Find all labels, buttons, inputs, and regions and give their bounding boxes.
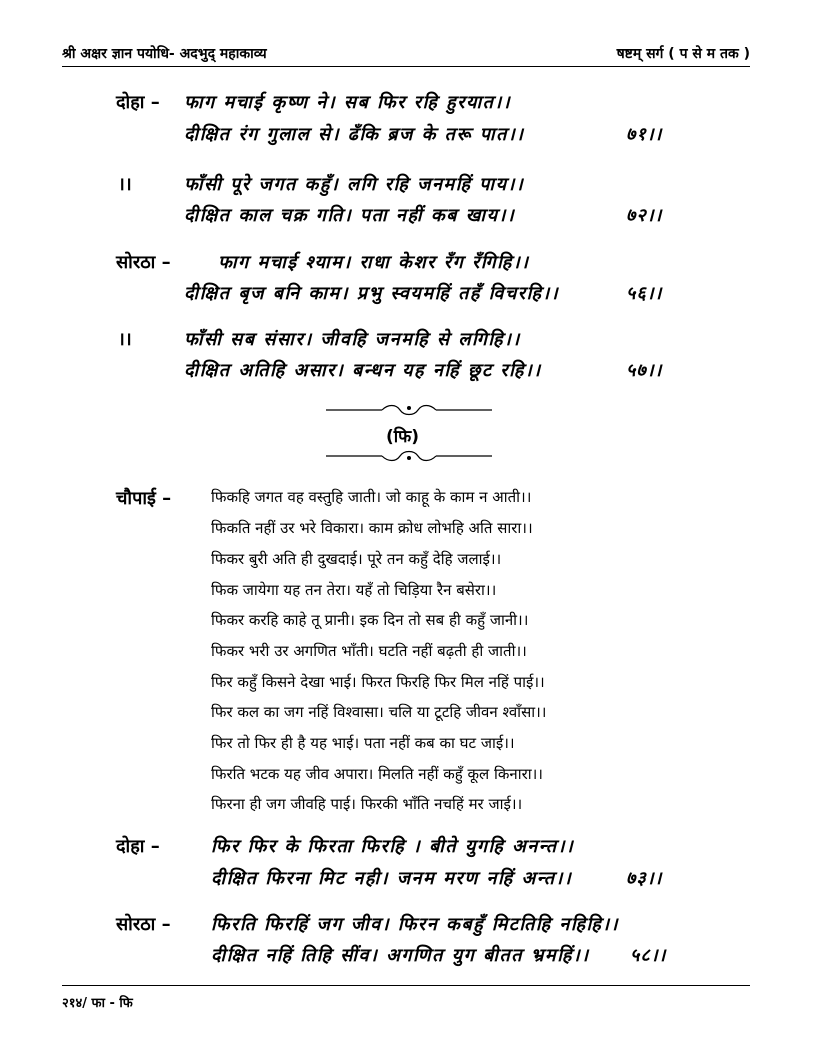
verse-2-line-1: फाँसी पूरे जगत कहुँ। लगि रहि जनमहिं पाय।। — [184, 174, 525, 195]
verse-5-line-2: दीक्षित फिरना मिट नही। जनम मरण नहिं अन्त।। — [211, 868, 573, 889]
verse-label-sortha: सोरठा – — [116, 914, 171, 935]
section-title: (फि) — [386, 427, 420, 447]
verse-1-line-1: फाग मचाई कृष्ण ने। सब फिर रहि हुरयात।। — [184, 92, 512, 113]
verse-6-line-2: दीक्षित नहिं तिहि सींव। अगणित युग बीतत भ्रमहिं।। — [211, 945, 590, 966]
chaupai-line: फिकर बुरी अति ही दुखदाई। पूरे तन कहुँ देहि जलाई।। — [211, 550, 502, 568]
chaupai-label: चौपाई – — [116, 488, 172, 509]
header-left-title: श्री अक्षर ज्ञान पयोधि- अदभुद् महाकाव्य — [62, 46, 267, 62]
verse-2-number: ७२।। — [626, 205, 663, 226]
verse-label-doha: दोहा – — [116, 836, 160, 857]
ornament-divider-top — [326, 404, 492, 416]
verse-2-line-2: दीक्षित काल चक्र गति। पता नहीं कब खाय।। — [184, 205, 516, 226]
verse-label-repeat: ।। — [118, 174, 132, 195]
verse-1-line-2: दीक्षित रंग गुलाल से। ढँकि ब्रज के तरू पात।। — [184, 124, 525, 145]
chaupai-line: फिकहि जगत वह वस्तुहि जाती। जो काहू के काम न आती।। — [211, 488, 532, 506]
chaupai-line: फिर तो फिर ही है यह भाई। पता नहीं कब का घट जाई।। — [211, 734, 515, 752]
verse-4-number: ५७।। — [626, 360, 663, 381]
header-right-title: षष्टम् सर्ग ( प से म तक ) — [616, 46, 750, 62]
chaupai-line: फिकति नहीं उर भरे विकारा। काम क्रोध लोभहि अति सारा।। — [211, 519, 533, 537]
chaupai-line: फिरति भटक यह जीव अपारा। मिलति नहीं कहुँ कूल किनारा।। — [211, 765, 543, 783]
chaupai-line: फिकर भरी उर अगणित भाँती। घटति नहीं बढ़ती ही जाती।। — [211, 642, 527, 660]
verse-5-line-1: फिर फिर के फिरता फिरहि । बीते युगहि अनन्त।। — [211, 836, 575, 857]
verse-1-number: ७१।। — [626, 124, 663, 145]
footer-rule — [62, 985, 750, 986]
page-footer: २१४/ फा - फि — [62, 996, 133, 1011]
verse-label-sortha: सोरठा – — [116, 252, 171, 273]
verse-3-line-1: फाग मचाई श्याम। राधा केशर रँग रँगिहि।। — [218, 252, 530, 273]
header-rule — [62, 66, 750, 67]
chaupai-line: फिकर करहि काहे तू प्रानी। इक दिन तो सब ही कहुँ जानी।। — [211, 611, 529, 629]
verse-5-number: ७३।। — [626, 868, 663, 889]
verse-6-line-1: फिरति फिरहिं जग जीव। फिरन कबहुँ मिटतिहि नहिहि।। — [211, 914, 619, 935]
verse-6-number: ५८।। — [630, 945, 667, 966]
verse-label-repeat: ।। — [118, 329, 132, 350]
verse-3-line-2: दीक्षित बृज बनि काम। प्रभु स्वयमहिं तहँ विचरहि।। — [184, 283, 560, 304]
ornament-divider-bottom — [326, 450, 492, 462]
verse-4-line-1: फाँसी सब संसार। जीवहि जनमहि से लगिहि।। — [184, 329, 521, 350]
verse-4-line-2: दीक्षित अतिहि असार। बन्धन यह नहिं छूट रहि।। — [184, 360, 542, 381]
verse-3-number: ५६।। — [626, 283, 663, 304]
chaupai-line: फिर कहुँ किसने देखा भाई। फिरत फिरहि फिर मिल नहिं पाई।। — [211, 673, 545, 691]
chaupai-line: फिर कल का जग नहिं विश्वासा। चलि या टूटहि जीवन श्वाँसा।। — [211, 703, 547, 721]
chaupai-line: फिक जायेगा यह तन तेरा। यहँ तो चिड़िया रैन बसेरा।। — [211, 581, 497, 599]
chaupai-line: फिरना ही जग जीवहि पाई। फिरकी भाँति नचहिं मर जाई।। — [211, 795, 523, 813]
verse-label-doha: दोहा – — [116, 92, 160, 113]
